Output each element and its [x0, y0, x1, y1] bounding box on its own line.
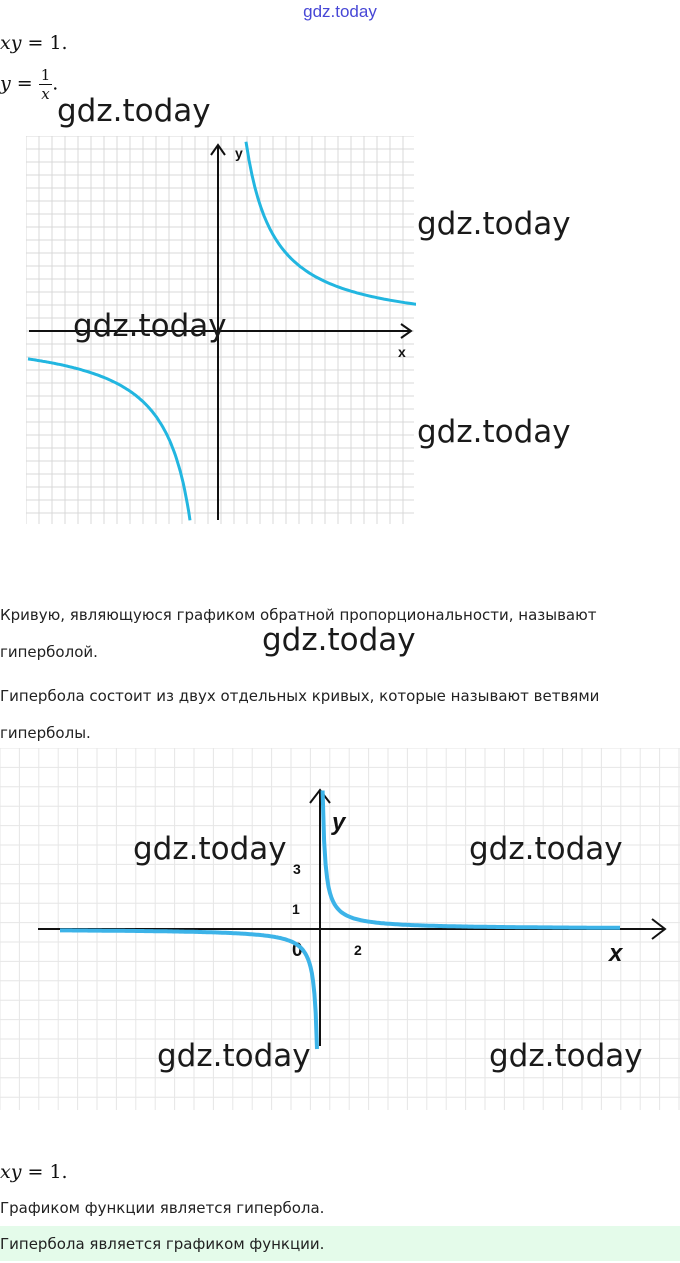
fraction: [39, 66, 53, 103]
equation-y-equals-1-over-x: y = $\frac{1}{x}$ .: [0, 66, 59, 103]
watermark: gdz.today: [469, 831, 623, 867]
y-axis-label: y: [332, 809, 346, 836]
watermark: gdz.today: [417, 414, 571, 450]
hyperbola-branch-left: [60, 930, 317, 1049]
paragraph-definition: Кривую, являющуюся графиком обратной пропорциональности, называют гиперболой.: [0, 606, 597, 661]
tick-label-y-1: 1: [292, 901, 300, 917]
watermark: gdz.today: [417, 206, 571, 242]
watermark: gdz.today: [262, 622, 416, 658]
equation-xy-equals-1: xy = 1.: [0, 1161, 68, 1183]
equation-tail: .: [52, 72, 59, 95]
fraction-numerator: 1: [40, 66, 51, 84]
y-axis-label: y: [235, 145, 243, 161]
fraction-denominator: x: [41, 85, 50, 103]
tick-label-x-2: 2: [354, 942, 362, 958]
origin-label: 0: [292, 940, 303, 961]
x-axis-label: x: [398, 344, 406, 360]
watermark: gdz.today: [57, 93, 211, 129]
equation-lhs: xy: [0, 1161, 22, 1183]
watermark: gdz.today: [489, 1038, 643, 1074]
paragraph-branches: Гипербола состоит из двух отдельных кривых, которые называют ветвями гиперболы.: [0, 687, 600, 742]
watermark: gdz.today: [157, 1038, 311, 1074]
watermark: gdz.today: [133, 831, 287, 867]
watermark: gdz.today: [73, 308, 227, 344]
paragraph-answer: Гипербола является графиком функции.: [0, 1235, 325, 1253]
equation-rhs: 1.: [49, 1161, 68, 1183]
x-axis-label: x: [609, 940, 623, 967]
equation-lhs: y: [0, 72, 11, 95]
paragraph-graph-is-hyperbola: Графиком функции является гипербола.: [0, 1199, 325, 1217]
equation-rhs: 1.: [49, 32, 68, 54]
tick-label-y-3: 3: [293, 861, 301, 877]
equation-xy-equals-1: xy = 1.: [0, 32, 68, 54]
equation-lhs: xy: [0, 32, 22, 54]
site-link[interactable]: gdz.today: [303, 2, 377, 21]
